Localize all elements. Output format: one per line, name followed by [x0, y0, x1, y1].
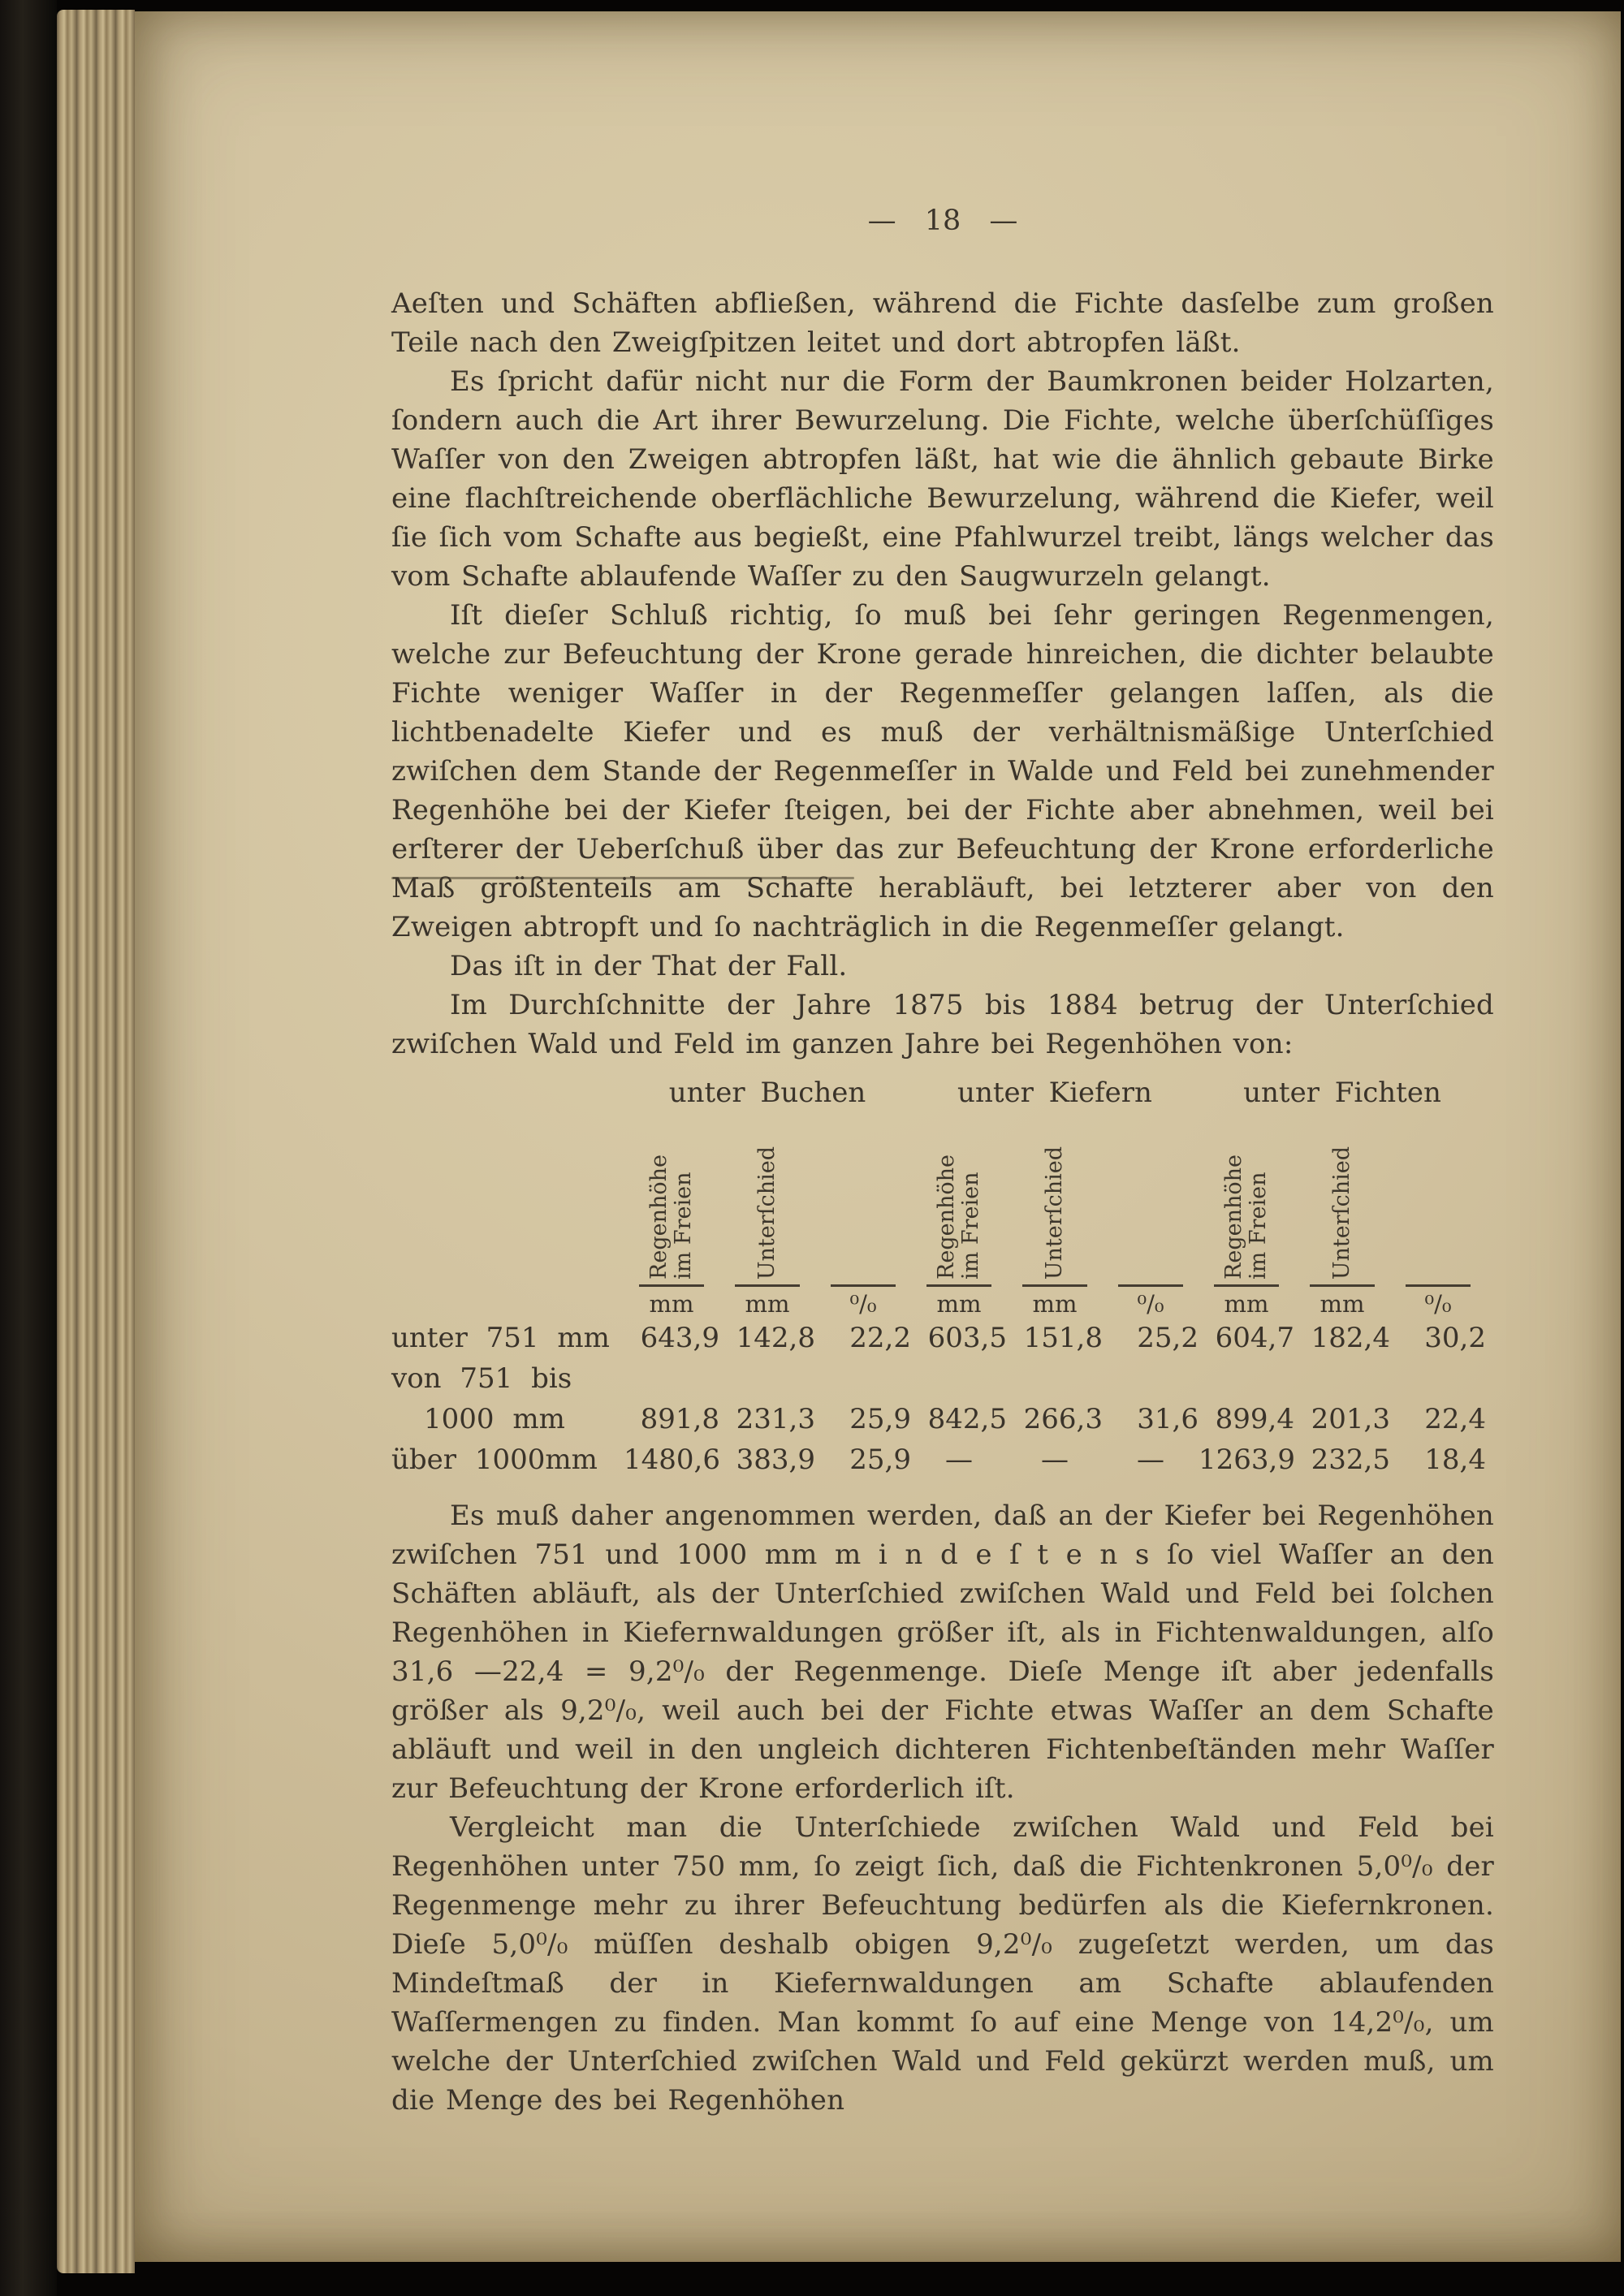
- table-cell: 25,9: [849, 1403, 911, 1435]
- unit-label: ⁰/₀: [1424, 1290, 1452, 1318]
- header-cell-empty: [1103, 1119, 1199, 1283]
- column-header-regenhoehe-buchen: [647, 1154, 696, 1280]
- page-number: — 18 —: [867, 205, 1018, 237]
- table-cell: 891,8: [640, 1403, 719, 1435]
- rainfall-table-grid: [391, 1077, 1494, 1480]
- table-cell: 18,4: [1424, 1444, 1486, 1476]
- table-cell: 31,6: [1137, 1403, 1199, 1435]
- table-cell: 899,4: [1215, 1403, 1294, 1435]
- header-rule: [1406, 1284, 1471, 1287]
- table-cell-empty: —: [1137, 1444, 1164, 1476]
- header-rule: [1214, 1284, 1279, 1287]
- unit-cell-mm: [719, 1283, 815, 1318]
- table-cell: 232,5: [1311, 1444, 1390, 1476]
- header-line: im Freien: [1246, 1172, 1271, 1280]
- table-cell: 151,8: [1023, 1322, 1103, 1354]
- header-rule: [639, 1284, 704, 1287]
- header-line: Unterſchied: [1328, 1146, 1354, 1280]
- header-rule: [1022, 1284, 1087, 1287]
- paragraph-intro-table: Im Durchſchnitte der Jahre 1875 bis 1884 betrug der Unterſchied zwiſchen Wald und Feld im ganzen Jahre bei Regenhöhen von:: [391, 989, 1494, 1060]
- book-spine: [0, 0, 57, 2296]
- header-rule: [926, 1284, 991, 1287]
- table-cell-empty: —: [1041, 1444, 1069, 1476]
- unit-cell-mm: [1007, 1283, 1103, 1318]
- paragraph-conclusion: Iſt dieſer Schluß richtig, ſo muß bei ſehr geringen Regenmengen, welche zur Befeuchtung der Krone gerade hinreichen, die dichter belaubte Fichte weniger Waſſer in der Regenmeſſer gelangen laſſen, als die lichtbenadelte Kiefer und es muß der verhältnismäßige Unterſchied zwiſchen dem Stande der Regenmeſſer in Walde und Feld bei zunehmender Regenhöhe bei der Kiefer ſteigen, bei der Fichte aber abnehmen, weil bei erſterer der Ueberſchuß über das zur Befeuchtung der Krone erforderliche Maß größtenteils am Schafte herabläuft, bei letzterer aber von den Zweigen abtropft und ſo nachträglich in die Regenmeſſer gelangt.: [391, 599, 1494, 943]
- table-cell: 142,8: [736, 1322, 815, 1354]
- table-cell: 1480,6: [624, 1444, 720, 1476]
- group-header-kiefern: unter Kiefern: [957, 1077, 1152, 1109]
- table-cell: 30,2: [1424, 1322, 1486, 1354]
- header-cell-empty: [815, 1119, 911, 1283]
- header-cell: [624, 1119, 719, 1283]
- table-cell: 842,5: [927, 1403, 1007, 1435]
- header-cell: [1199, 1119, 1294, 1283]
- page-edge-stack: [57, 10, 135, 2273]
- unit-label: mm: [649, 1290, 694, 1318]
- header-line: Unterſchied: [754, 1146, 780, 1280]
- column-header-regenhoehe-kiefern: [935, 1154, 983, 1280]
- unit-cell-pct: [1103, 1283, 1199, 1318]
- unit-cell-mm: [1199, 1283, 1294, 1318]
- table-cell: 25,9: [849, 1444, 911, 1476]
- table-cell: 182,4: [1311, 1322, 1390, 1354]
- table-cell: 266,3: [1023, 1403, 1103, 1435]
- group-header-fichten: unter Fichten: [1243, 1077, 1441, 1109]
- header-cell: [911, 1119, 1007, 1283]
- rainfall-table: [391, 1077, 1494, 1480]
- table-row-label: 1000 mm: [424, 1403, 565, 1435]
- header-line: im Freien: [958, 1172, 983, 1280]
- paragraph-fact: Das iſt in der That der Fall.: [450, 950, 848, 982]
- table-row-label: über 1000mm: [391, 1444, 598, 1476]
- table-cell: 22,4: [1424, 1403, 1486, 1435]
- column-header-unterschied-fichten: [1330, 1146, 1354, 1280]
- paragraph-runover: Aeſten und Schäften abfließen, während die Fichte dasſelbe zum großen Teile nach den Zweigſpitzen leitet und dort abtropfen läßt.: [391, 287, 1494, 359]
- unit-label: mm: [1320, 1290, 1365, 1318]
- table-cell: 603,5: [927, 1322, 1007, 1354]
- header-line: Regenhöhe: [933, 1154, 959, 1280]
- table-row-label: unter 751 mm: [391, 1322, 610, 1354]
- table-cell: 643,9: [640, 1322, 719, 1354]
- book-page: [135, 11, 1621, 2262]
- unit-label: mm: [745, 1290, 790, 1318]
- paragraph-comparison: Vergleicht man die Unterſchiede zwiſchen Wald und Feld bei Regenhöhen unter 750 mm, ſo zeigt ſich, daß die Fichtenkronen 5,0⁰/₀ der Regenmenge mehr zu ihrer Befeuchtung bedürfen als die Kiefernkronen. Dieſe 5,0⁰/₀ müſſen deshalb obigen 9,2⁰/₀ zugeſetzt werden, um das Mindeſtmaß der in Kiefernwaldungen am Schafte ablaufenden Waſſermengen zu finden. Man kommt ſo auf eine Menge von 14,2⁰/₀, um welche der Unterſchied zwiſchen Wald und Feld gekürzt werden muß, um die Menge des bei Regenhöhen: [391, 1811, 1494, 2117]
- header-line: Regenhöhe: [646, 1154, 672, 1280]
- unit-label: mm: [936, 1290, 982, 1318]
- page-body: [135, 11, 1621, 2120]
- paragraph-deduction: Es muß daher angenommen werden, daß an der Kiefer bei Regenhöhen zwiſchen 751 und 1000 mm m i n d e ſ t e n s ſo viel Waſſer an den Schäften abläuft, als der Unterſchied zwiſchen Wald und Feld bei ſolchen Regenhöhen in Kiefernwaldungen größer iſt, als in Fichtenwaldungen, alſo 31,6 —22,4 = 9,2⁰/₀ der Regenmenge. Dieſe Menge iſt aber jedenfalls größer als 9,2⁰/₀, weil auch bei der Fichte etwas Waſſer an dem Schafte abläuft und weil in den ungleich dichteren Fichtenbeſtänden mehr Waſſer zur Befeuchtung der Krone erforderlich iſt.: [391, 1500, 1494, 1805]
- unit-label: ⁰/₀: [1137, 1290, 1164, 1318]
- header-cell-empty: [1390, 1119, 1486, 1283]
- unit-label: ⁰/₀: [849, 1290, 877, 1318]
- header-line: Regenhöhe: [1220, 1154, 1246, 1280]
- table-cell: 1263,9: [1199, 1444, 1295, 1476]
- table-cell: 201,3: [1311, 1403, 1390, 1435]
- table-cell-empty: —: [945, 1444, 973, 1476]
- header-cell: [719, 1119, 815, 1283]
- header-rule: [831, 1284, 896, 1287]
- column-header-regenhoehe-fichten: [1222, 1154, 1271, 1280]
- table-cell: 383,9: [736, 1444, 815, 1476]
- unit-cell-pct: [815, 1283, 911, 1318]
- table-cell: 604,7: [1215, 1322, 1294, 1354]
- group-header-buchen: unter Buchen: [668, 1077, 866, 1109]
- unit-cell-pct: [1390, 1283, 1486, 1318]
- header-line: Unterſchied: [1041, 1146, 1067, 1280]
- header-line: im Freien: [671, 1172, 696, 1280]
- unit-label: mm: [1032, 1290, 1078, 1318]
- unit-cell-mm: [1294, 1283, 1390, 1318]
- unit-cell-mm: [624, 1283, 719, 1318]
- unit-cell-mm: [911, 1283, 1007, 1318]
- header-cell: [1007, 1119, 1103, 1283]
- header-rule: [1118, 1284, 1183, 1287]
- table-cell: 25,2: [1137, 1322, 1199, 1354]
- paragraph-roots: Es ſpricht dafür nicht nur die Form der Baumkronen beider Holzarten, ſondern auch die Art ihrer Bewurzelung. Die Fichte, welche überſchüſſiges Waſſer von den Zweigen abtropfen läßt, hat wie die ähnlich gebaute Birke eine flachſtreichende oberflächliche Bewurzelung, während die Kiefer, weil ſie ſich vom Schafte aus begießt, eine Pfahlwurzel treibt, längs welcher das vom Schafte ablaufende Waſſer zu den Saugwurzeln gelangt.: [391, 365, 1494, 593]
- header-rule: [735, 1284, 800, 1287]
- header-rule: [1310, 1284, 1375, 1287]
- header-cell: [1294, 1119, 1390, 1283]
- column-header-unterschied-buchen: [755, 1146, 780, 1280]
- table-cell: 231,3: [736, 1403, 815, 1435]
- unit-label: mm: [1224, 1290, 1269, 1318]
- table-cell: 22,2: [849, 1322, 911, 1354]
- table-row-label: von 751 bis: [391, 1362, 572, 1395]
- column-header-unterschied-kiefern: [1043, 1146, 1067, 1280]
